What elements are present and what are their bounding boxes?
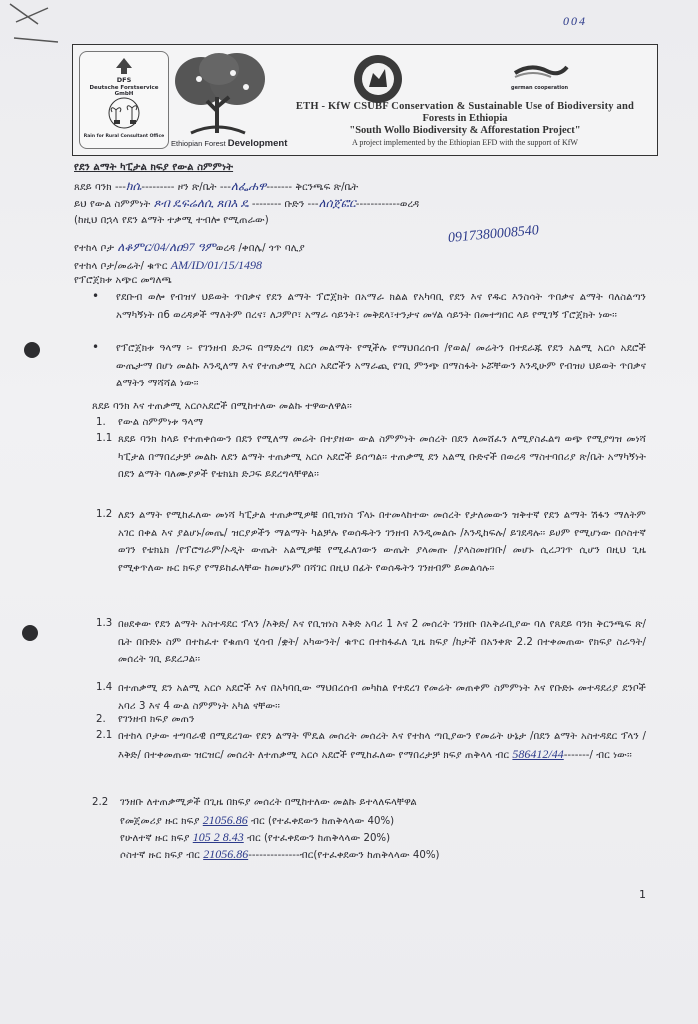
bullet-dot: • bbox=[92, 340, 100, 354]
payment-label: ሶስተኛ ዙር ክፍያ ብር bbox=[120, 850, 200, 861]
para-2-1 bbox=[118, 728, 646, 764]
payment-suffix: ብር (የተፈቀደውን ከጠቅላላው 20%) bbox=[246, 833, 391, 844]
field-row-agreement bbox=[74, 196, 419, 212]
section-1-title: የውል ስምምነቱ ዓላማ bbox=[118, 417, 204, 428]
dfs-name: Deutsche Forstservice GmbH bbox=[89, 85, 159, 97]
tree-logo-icon bbox=[171, 51, 269, 137]
bullet-paragraph-2: የፕሮጀክቱ ዓላማ ፡- የገንዘብ ድጋፍ በማድረግ በደን መልማት የሚችሉ የማህበረሰብ /የወል/ መሬትን በተደራጁ የደን አልሚ አርሶ አደሮች ውጤታማ በሆነ መልኩ እንዲለማ እና የተጠቃሚ አርሶ አደሮችን አማራጪ የገቢ ምንጭ በማስፋት ኑሯቸውን እንዲሁም የብዝሀ ህይወት ጥበቃና ልማትን ማሻሻል ነው፡፡ bbox=[116, 343, 646, 389]
seedling-icon bbox=[94, 96, 154, 130]
para-2-1-text: በተከላ ቦታው ተግባራዊ በሚደረገው የደን ልማት ሞዴል መሰረት መሰረት እና የተከላ ጣቢያውን የመሬት ሁኔታ /በደን ልማት አስተዳደር ፕላን /እቅድ/ በተቀመጠው ዝርዝር/ መሰረት ለተጠቃሚ አርሶ አደሮች የሚከፈለው የማበረታቻ ክፍያ ጠቅላላ ብር bbox=[118, 731, 646, 761]
site-value: ለቆምር/04/ለዐ97 ዓም bbox=[117, 240, 216, 254]
zone-value: ለፌሐዋ bbox=[230, 179, 267, 193]
project-summary-heading: የፕሮጀክቱ አጭር መግለጫ bbox=[74, 275, 173, 286]
para-2-1-tail: -------/ ብር bbox=[563, 749, 610, 761]
german-cooperation-label: german cooperation bbox=[511, 85, 569, 91]
site-number-label: የተከላ ቦታ/መሬት/ ቁጥር bbox=[74, 261, 168, 272]
para-1-3: በፀደቀው የደን ልማት አስተዳደር ፕላን /እቅድ/ እና የቢዝነስ እቅድ አባሪ 1 እና 2 መሰረት ገንዘቡ በአቅራቢያው ባለ የጸደይ ባንክ ቅርንጫፍ ጽ/ቤት በቡድኑ ስም በተከፈተ የቁጠባ ሂሳብ /ቋት/ አካውንት/ ቁጥር በተከፋፈለ ጊዜ ክፍያ /ከታች በአንቀጽ 2.2 በተቀመጠው የክፍያ ስራዓት/ መሰረት ገቢ ይደረጋል፡፡ bbox=[118, 619, 646, 665]
header-title-line3: "South Wollo Biodiversity & Afforestation Project" bbox=[349, 125, 581, 136]
payment-row-2 bbox=[120, 830, 390, 846]
payment-suffix: --------------ብር(የተፈቀደውን ከጠቅላላው 40%) bbox=[248, 850, 440, 861]
site-number-value: AM/ID/01/15/1498 bbox=[170, 258, 263, 272]
section-1-number: 1. bbox=[96, 417, 106, 428]
punch-hole-top bbox=[24, 342, 40, 358]
field-row-beneficiary-note: (ከዚህ በኋላ የደን ልማት ተቃሚ ተብሎ የሚጠራው) bbox=[74, 215, 269, 226]
para-2-1-end: ነው፡፡ bbox=[613, 749, 632, 761]
document-title: የደን ልማት ካፒታል ክፍያ የውል ስምምነት bbox=[74, 162, 234, 173]
punch-hole-bottom bbox=[22, 625, 38, 641]
header-title-line1: ETH - KfW CSUBF Conservation & Sustainable Use of Biodiversity and bbox=[295, 101, 635, 112]
payment-label: የመጀመሪያ ዙር ክፍያ bbox=[120, 816, 200, 827]
agreement-label: ይህ የውል ስምምነት bbox=[74, 199, 151, 210]
woreda-value: ለሰጀፎር bbox=[318, 196, 356, 210]
para-1-4-number: 1.4 bbox=[96, 682, 113, 693]
kebele-label: ወረዳ /ቀበሌ/ ጎጥ ባሊያ bbox=[215, 243, 305, 254]
group-name-value: ጾብ ዴፍሬለሲ ጸበእ ዴ bbox=[153, 196, 249, 210]
dfs-logo bbox=[79, 51, 169, 149]
page-reference: 004 bbox=[563, 14, 587, 28]
field-row-site-number bbox=[74, 258, 262, 274]
payment-value: 105 2 8.43 bbox=[192, 830, 244, 844]
bullet-dot: • bbox=[92, 289, 100, 303]
bank-label: ጸደይ ባንክ --- bbox=[74, 182, 126, 193]
para-2-2-intro: ገንዘቡ ለተጠቃሚዎች በጊዜ በክፍያ መሰረት በሚከተለው መልኩ ይተላለፍላቸዋል bbox=[120, 797, 417, 808]
efd-text-bold: Development bbox=[227, 138, 288, 149]
para-1-4: በተጠቃሚ ደን አልሚ አርሶ አደሮች እና በአካባቢው ማህበረሰብ መካከል የተደረገ የመሬት መጠቀም ስምምነት እና የቡድኑ መተዳደሪያ ደንቦች አባሪ 3 እና 4 ውል ስምምነት አካል ናቸው፡፡ bbox=[118, 683, 646, 712]
header-title-line4: A project implemented by the Ethiopian EFD with the support of KfW bbox=[352, 138, 578, 147]
site-label: የተከላ ቦታ bbox=[74, 243, 115, 254]
project-header bbox=[72, 44, 658, 156]
field-row-bank bbox=[74, 179, 358, 195]
corner-pen-mark bbox=[8, 2, 68, 48]
dfs-sub: Rain for Rural Consultant Office bbox=[83, 134, 165, 139]
page-number: 1 bbox=[639, 888, 646, 901]
efd-text: Ethiopian Forest bbox=[171, 139, 226, 148]
woreda-label: ------------ወረዳ bbox=[355, 199, 420, 210]
section-2-title: የገንዘብ ክፍያ መጠን bbox=[118, 714, 195, 725]
dfs-label: DFS bbox=[116, 76, 132, 84]
payment-row-3 bbox=[120, 847, 440, 863]
para-2-2-number: 2.2 bbox=[92, 797, 109, 808]
payment-value: 21056.86 bbox=[202, 813, 248, 827]
para-1-2-number: 1.2 bbox=[96, 509, 113, 520]
payment-value: 21056.86 bbox=[203, 847, 249, 861]
branch-label: ------- ቅርንጫፍ ጽ/ቤት bbox=[266, 182, 359, 193]
phone-number: 0917380008540 bbox=[447, 223, 540, 246]
group-label: -------- ቡድን --- bbox=[251, 199, 319, 210]
zone-label: --------- ዞን ጽ/ቤት --- bbox=[141, 182, 231, 193]
section-2-number: 2. bbox=[96, 714, 106, 725]
efd-label bbox=[171, 138, 287, 149]
payment-suffix: ብር (የተፈቀደውን ከጠቅላላው 40%) bbox=[251, 816, 395, 827]
para-1-1-number: 1.1 bbox=[96, 433, 113, 444]
para-1-2: ለደን ልማት የሚከፈለው መነሻ ካፒታል ተጠቃሚዎቹ በቢዝነስ ፕላኑ በተመላከተው መሰረት የታለመውን ዝቅተኛ የደን ልማት ሽፋን ማለትም አገር በቀል እና ያልሆኑ/መጤ/ ዝርያዎችን ማልማት ካልቻሉ የወሰዱትን ገንዘብ እንዲመልሱ /እንዲከፍሉ/ ይገደዳሉ፡፡ ይሀም የሚሆነው በሶስተኛ ወገን የቴክኒክ /የፕሮግራም/ኦዲት ውጤት አልሚዎቹ የሚፈለገውን ውጤት ያላመጡ /ያላስመዘገቡ/ መሆኑ ሲረጋገጥ ሲሆን በዚህ ጊዜ የሚቀጥለው ዙር ክፍያ የማይከፈላቸው ከመሆኑም በሻገር በዚህ በፊት የወሰዱትን ገንዘብም ይመልሳሉ፡፡ bbox=[118, 510, 646, 574]
intro-line: ጸደይ ባንክ እና ተጠቃሚ አርሶአደሮች በሚከተለው መልኩ ተዋውለዋል፡፡ bbox=[92, 401, 352, 412]
payment-row-1 bbox=[120, 813, 394, 829]
payment-label: የሁለተኛ ዙር ክፍያ bbox=[120, 833, 190, 844]
para-1-1: ጸደይ ባንክ ከላይ የተጠቀሰውን በደን የሚለማ መሬት በተያዘው ውል ስምምነት መሰረት በደን ለመሸፈን ለሚያስፈልግ ወጭ የሚያግዝ መነሻ ካፒታል በማበረታቻ መልኩ ለደን ልማት ተጠቃሚ አርሶ አደሮች ይሰጣል፡፡ ተጠቃሚ ደን አልሚ ቡድኖች በወረዳ ማስተባበሪያ ጽ/ቤት አማካኝነት በደን ልማት ባለሙያዎች የቴክኒክ ድጋፍ ይደረግላቸዋል፡፡ bbox=[118, 434, 646, 480]
ethiopia-seal-icon bbox=[349, 53, 407, 105]
para-2-1-number: 2.1 bbox=[96, 730, 113, 741]
bank-value: ክሴ bbox=[125, 179, 142, 193]
bullet-paragraph-1: የደቡብ ወሎ የብዝሃ ህይወት ጥበቃና የደን ልማት ፕሮጀክት በአማራ ክልል የአካባቢ የደን እና የዱር እንስሳት ጥበቃና ልማት ባለስልጣን አማካኝነት በ6 ወረዳዎች ማለትም በረና፣ ለጋምቦ፣ አማራ ሳይንት፣ መቅደላ፣ተንታና መሃል ሳይንት በመተግበር ላይ የሚገኝ ፕሮጀክት ነው፡፡ bbox=[116, 292, 646, 321]
header-text bbox=[273, 101, 657, 147]
total-amount-value: 586412/44 bbox=[512, 746, 564, 761]
field-row-site bbox=[74, 240, 305, 256]
header-title-line2: Forests in Ethiopia bbox=[422, 113, 508, 124]
para-1-3-number: 1.3 bbox=[96, 618, 113, 629]
